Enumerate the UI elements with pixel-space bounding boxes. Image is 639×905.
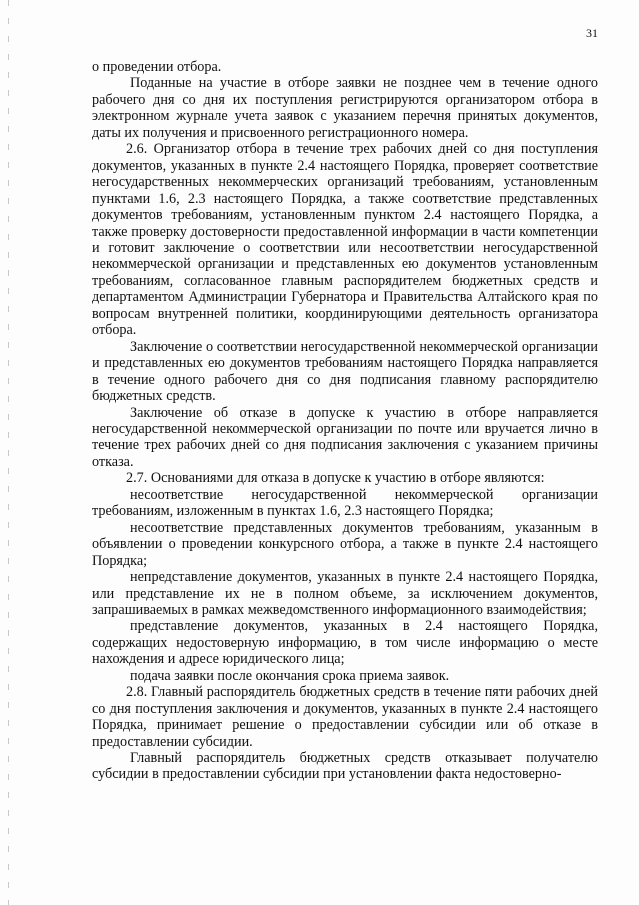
list-item-ground-3: непредставление документов, указанных в пункте 2.4 настоящего Порядка, или представление их не в полном объеме, за исключением документов, запрашиваемых в рамках межведомственного информационного взаимодействия; xyxy=(92,569,598,618)
paragraph-registration: Поданные на участие в отборе заявки не позднее чем в течение одного рабочего дня со дня их поступления регистрируются организатором отбора в электронном журнале учета заявок с указанием перечня принятых документов, даты их получения и присвоенного регистрационного номера. xyxy=(92,75,598,141)
paragraph-2-8: 2.8. Главный распорядитель бюджетных средств в течение пяти рабочих дней со дня поступления заключения и документов, указанных в пункте 2.4 настоящего Порядка, принимает решение о предоставлении субсидии или об отказе в предоставлении субсидии. xyxy=(92,684,598,750)
document-body xyxy=(92,59,598,783)
scan-edge-artifact xyxy=(8,0,9,905)
list-item-ground-5: подача заявки после окончания срока приема заявок. xyxy=(130,667,450,684)
list-item-ground-1: несоответствие негосударственной некоммерческой организации требованиям, изложенным в пунктах 1.6, 2.3 настоящего Порядка; xyxy=(92,486,598,520)
paragraph-conclusion-compliance: Заключение о соответствии негосударственной некоммерческой организации и представленных ею документов требованиям настоящего Порядка направляется в течение одного рабочего дня со дня подписания главному распорядителю бюджетных средств. xyxy=(92,338,598,405)
list-item-ground-2: несоответствие представленных документов требованиям, указанным в объявлении о проведении конкурсного отбора, а также в пункте 2.4 настоящего Порядка; xyxy=(92,519,598,569)
paragraph-2-6: 2.6. Организатор отбора в течение трех рабочих дней со дня поступления документов, указанных в пункте 2.4 настоящего Порядка, проверяет соответствие негосударственных некоммерческих организаций требованиям, установленным пунктами 1.6, 2.3 настоящего Порядка, а также соответствие представленных документов требованиям, установленным пунктом 2.4 настоящего Порядка, а также проверку достоверности предоставленной информации в части компетенции и готовит заключение о соответствии или несоответствии негосударственной некоммерческой организации и представленных ею документов установленным требованиям, согласованное главным распорядителем бюджетных средств и департаментом Администрации Губернатора и Правительства Алтайского края по вопросам внутренней политики, координирующими деятельность организатора отбора. xyxy=(92,141,598,339)
paragraph-2-7: 2.7. Основаниями для отказа в допуске к участию в отборе являются: xyxy=(126,470,545,487)
paragraph-continuation: о проведении отбора. xyxy=(92,59,222,75)
paragraph-refusal-grounds: Главный распорядитель бюджетных средств отказывает получателю субсидии в предоставлении субсидии при установлении факта недостоверно- xyxy=(92,750,598,783)
paragraph-conclusion-refusal: Заключение об отказе в допуске к участию в отборе направляется негосударственной некоммерческой организации по почте или вручается лично в течение трех рабочих дней со дня подписания заключения с указанием причины отказа. xyxy=(92,404,598,470)
page-number: 31 xyxy=(586,26,598,40)
list-item-ground-4: представление документов, указанных в 2.4 настоящего Порядка, содержащих недостоверную информацию, в том числе информацию о месте нахождения и адресе юридического лица; xyxy=(92,618,598,668)
